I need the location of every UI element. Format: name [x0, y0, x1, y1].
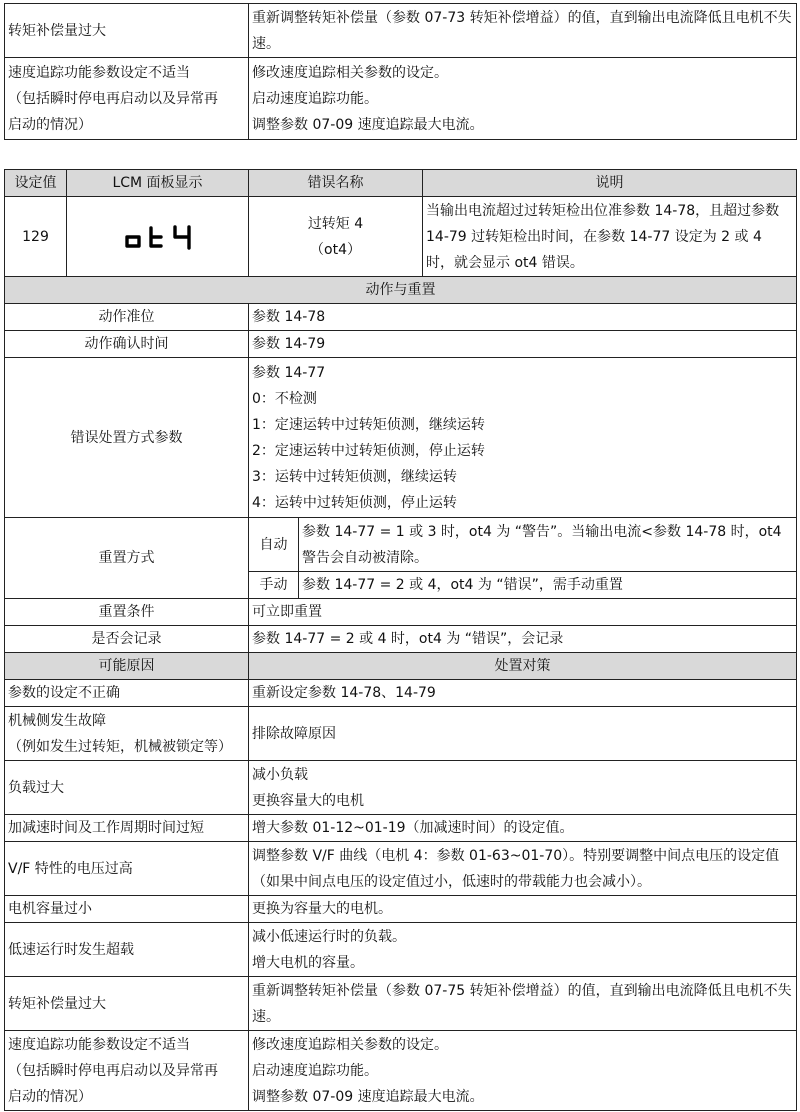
fault-description: 当输出电流超过过转矩检出位准参数 14-78，且超过参数 14-79 过转矩检出时间，在参数 14-77 设定为 2 或 4 时，就会显示 ot4 错误。 [423, 197, 797, 277]
action-line: 减小低速运行时的负载。 [252, 928, 406, 945]
cause-cell [5, 58, 249, 140]
header-setting: 设定值 [5, 170, 67, 197]
table-row [5, 680, 797, 707]
cause-line: 启动的情况） [8, 1088, 92, 1105]
action-cell [249, 58, 797, 140]
action-line: 调整参数 07-09 速度追踪最大电流。 [252, 1088, 484, 1105]
table-row [5, 1031, 797, 1111]
action-level-label: 动作准位 [5, 304, 249, 331]
table-row [5, 707, 797, 761]
header-description: 说明 [423, 170, 797, 197]
treatment-line: 2：定速运转中过转矩侦测，停止运转 [252, 442, 485, 459]
reset-manual-text: 参数 14-77 = 2 或 4，ot4 为 “错误”，需手动重置 [299, 572, 797, 599]
treatment-line: 1：定速运转中过转矩侦测，继续运转 [252, 416, 485, 433]
action-line: 增大参数 01-12~01-19（加减速时间）的设定值。 [252, 820, 574, 836]
cause-line: （包括瞬时停电再启动以及异常再 [8, 90, 218, 107]
action-line: 排除故障原因 [252, 725, 336, 742]
action-line: 修改速度追踪相关参数的设定。 [252, 1036, 448, 1053]
cause-line: （例如发生过转矩，机械被锁定等） [8, 738, 232, 755]
reset-auto-label: 自动 [249, 518, 299, 572]
top-table [4, 3, 797, 140]
action-cell [249, 4, 797, 58]
fault-table [4, 169, 797, 1111]
reset-condition-value: 可立即重置 [249, 599, 797, 626]
treatment-label: 错误处置方式参数 [5, 358, 249, 518]
cause-line: 速度追踪功能参数设定不适当 [8, 64, 190, 81]
record-value: 参数 14-77 = 2 或 4 时，ot4 为 “错误”，会记录 [249, 626, 797, 653]
fault-name [249, 197, 423, 277]
action-line: 调整参数 07-09 速度追踪最大电流。 [252, 116, 484, 133]
header-error-name: 错误名称 [249, 170, 423, 197]
cause-line: V/F 特性的电压过高 [8, 860, 133, 877]
fault-name-line2: （ot4） [310, 241, 361, 258]
lcd-display [67, 197, 249, 277]
cause-line: 速度追踪功能参数设定不适当 [8, 1036, 190, 1053]
action-line: 更换容量大的电机 [252, 792, 364, 809]
reset-auto-text: 参数 14-77 = 1 或 3 时，ot4 为 “警告”。当输出电流<参数 14-78 时，ot4 警告会自动被清除。 [299, 518, 797, 572]
action-time-value: 参数 14-79 [249, 331, 797, 358]
cause-line: 参数的设定不正确 [8, 685, 120, 701]
action-level-value: 参数 14-78 [249, 304, 797, 331]
cause-line: （包括瞬时停电再启动以及异常再 [8, 1062, 218, 1079]
action-text: 重新调整转矩补偿量（参数 07-75 转矩补偿增益）的值，直到输出电流降低且电机不失速。 [249, 977, 797, 1031]
treatment-line: 0：不检测 [252, 390, 317, 407]
action-line: 更换为容量大的电机。 [252, 901, 392, 917]
table-row [5, 896, 797, 923]
table-row [5, 977, 797, 1031]
cause-text: 转矩补偿量过大 [8, 22, 106, 39]
cause-cell [5, 4, 249, 58]
cause-header: 可能原因 [5, 653, 249, 680]
treatment-line: 3：运转中过转矩侦测，继续运转 [252, 468, 457, 485]
reset-condition-label: 重置条件 [5, 599, 249, 626]
action-time-label: 动作确认时间 [5, 331, 249, 358]
reset-method-label: 重置方式 [5, 518, 249, 599]
table-row [5, 923, 797, 977]
action-line: 启动速度追踪功能。 [252, 1062, 378, 1079]
cause-line: 转矩补偿量过大 [8, 995, 106, 1012]
action-text: 调整参数 V/F 曲线（电机 4：参数 01-63~01-70）。特别要调整中间点电压的设定值（如果中间点电压的设定值过小，低速时的带载能力也会减小）。 [249, 842, 797, 896]
cause-line: 低速运行时发生超载 [8, 941, 134, 958]
cause-line: 机械侧发生故障 [8, 712, 106, 729]
treatment-options [249, 358, 797, 518]
action-header: 处置对策 [249, 653, 797, 680]
cause-line: 加减速时间及工作周期时间过短 [8, 820, 204, 836]
action-line: 减小负载 [252, 766, 308, 783]
record-label: 是否会记录 [5, 626, 249, 653]
treatment-line: 参数 14-77 [252, 364, 326, 381]
action-line: 修改速度追踪相关参数的设定。 [252, 64, 448, 81]
action-text: 重新调整转矩补偿量（参数 07-73 转矩补偿增益）的值，直到输出电流降低且电机不失速。 [252, 9, 792, 52]
reset-manual-label: 手动 [249, 572, 299, 599]
cause-line: 负载过大 [8, 779, 64, 796]
header-lcm: LCM 面板显示 [67, 170, 249, 197]
action-line: 增大电机的容量。 [252, 954, 364, 971]
action-line: 启动速度追踪功能。 [252, 90, 378, 107]
action-line: 重新设定参数 14-78、14-79 [252, 685, 436, 701]
table-row [5, 842, 797, 896]
cause-line: 启动的情况） [8, 116, 92, 133]
lcd-ot4-graphic [123, 224, 193, 250]
fault-name-line1: 过转矩 4 [307, 215, 364, 232]
cause-line: 电机容量过小 [8, 901, 92, 917]
fault-code: 129 [5, 197, 67, 277]
table-row [5, 815, 797, 842]
table-row [5, 761, 797, 815]
section-action-reset: 动作与重置 [5, 277, 797, 304]
treatment-line: 4：运转中过转矩侦测，停止运转 [252, 494, 457, 511]
